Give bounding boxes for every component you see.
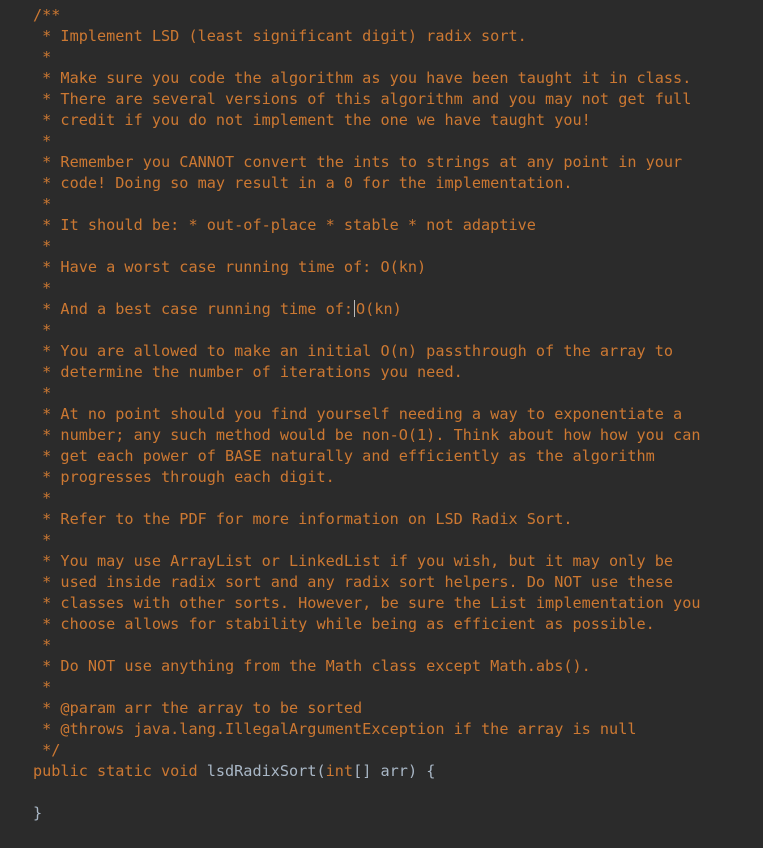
code-line: /** xyxy=(33,6,61,24)
code-line: * xyxy=(33,636,52,654)
code-line: * xyxy=(33,132,52,150)
modifiers-keyword: public static void xyxy=(33,762,207,780)
code-line: * xyxy=(33,48,52,66)
code-line: * Refer to the PDF for more information on LSD Radix Sort. xyxy=(33,510,573,528)
code-line: * number; any such method would be non-O(1). Think about how how you can xyxy=(33,426,701,444)
code-line: * It should be: * out-of-place * stable * not adaptive xyxy=(33,216,536,234)
code-line: * xyxy=(33,531,52,549)
array-brackets: [] xyxy=(353,762,381,780)
code-line: * get each power of BASE naturally and efficiently as the algorithm xyxy=(33,447,655,465)
code-line: * Do NOT use anything from the Math class except Math.abs(). xyxy=(33,657,591,675)
code-line: * xyxy=(33,195,52,213)
method-name: lsdRadixSort xyxy=(206,762,317,780)
text-caret xyxy=(354,300,355,317)
code-line: * @param arr the array to be sorted xyxy=(33,699,363,717)
code-line: * classes with other sorts. However, be sure the List implementation you xyxy=(33,594,701,612)
code-line: * determine the number of iterations you need. xyxy=(33,363,463,381)
code-line: * xyxy=(33,237,52,255)
code-line: * You are allowed to make an initial O(n) passthrough of the array to xyxy=(33,342,674,360)
param-type-keyword: int xyxy=(325,762,354,780)
method-signature-line xyxy=(0,761,763,782)
code-line-text: * And a best case running time of: xyxy=(33,300,354,318)
code-line: * choose allows for stability while being as efficient as possible. xyxy=(33,615,655,633)
code-line: * xyxy=(33,279,52,297)
param-name: arr xyxy=(380,762,408,780)
code-line: * Implement LSD (least significant digit) radix sort. xyxy=(33,27,527,45)
code-line: * progresses through each digit. xyxy=(33,468,335,486)
code-line: * Make sure you code the algorithm as you have been taught it in class. xyxy=(33,69,692,87)
signature-tail: ) { xyxy=(407,762,436,780)
blank-line xyxy=(0,782,763,803)
closing-brace-line: } xyxy=(33,804,43,822)
code-line: * code! Doing so may result in a 0 for the implementation. xyxy=(33,174,573,192)
code-line: */ xyxy=(33,741,61,759)
code-line-text: O(kn) xyxy=(356,300,402,318)
code-line-with-caret[interactable] xyxy=(0,299,763,320)
code-line: * Remember you CANNOT convert the ints to strings at any point in your xyxy=(33,153,683,171)
code-line: * xyxy=(33,489,52,507)
code-line: * used inside radix sort and any radix sort helpers. Do NOT use these xyxy=(33,573,674,591)
code-line: * @throws java.lang.IllegalArgumentException if the array is null xyxy=(33,720,637,738)
code-line: * You may use ArrayList or LinkedList if you wish, but it may only be xyxy=(33,552,674,570)
code-line: * Have a worst case running time of: O(kn) xyxy=(33,258,427,276)
open-paren: ( xyxy=(316,762,326,780)
code-line: * xyxy=(33,384,52,402)
code-line: * xyxy=(33,678,52,696)
code-line: * At no point should you find yourself needing a way to exponentiate a xyxy=(33,405,683,423)
code-line: * xyxy=(33,321,52,339)
code-line: * There are several versions of this algorithm and you may not get full xyxy=(33,90,692,108)
code-line: * credit if you do not implement the one we have taught you! xyxy=(33,111,591,129)
